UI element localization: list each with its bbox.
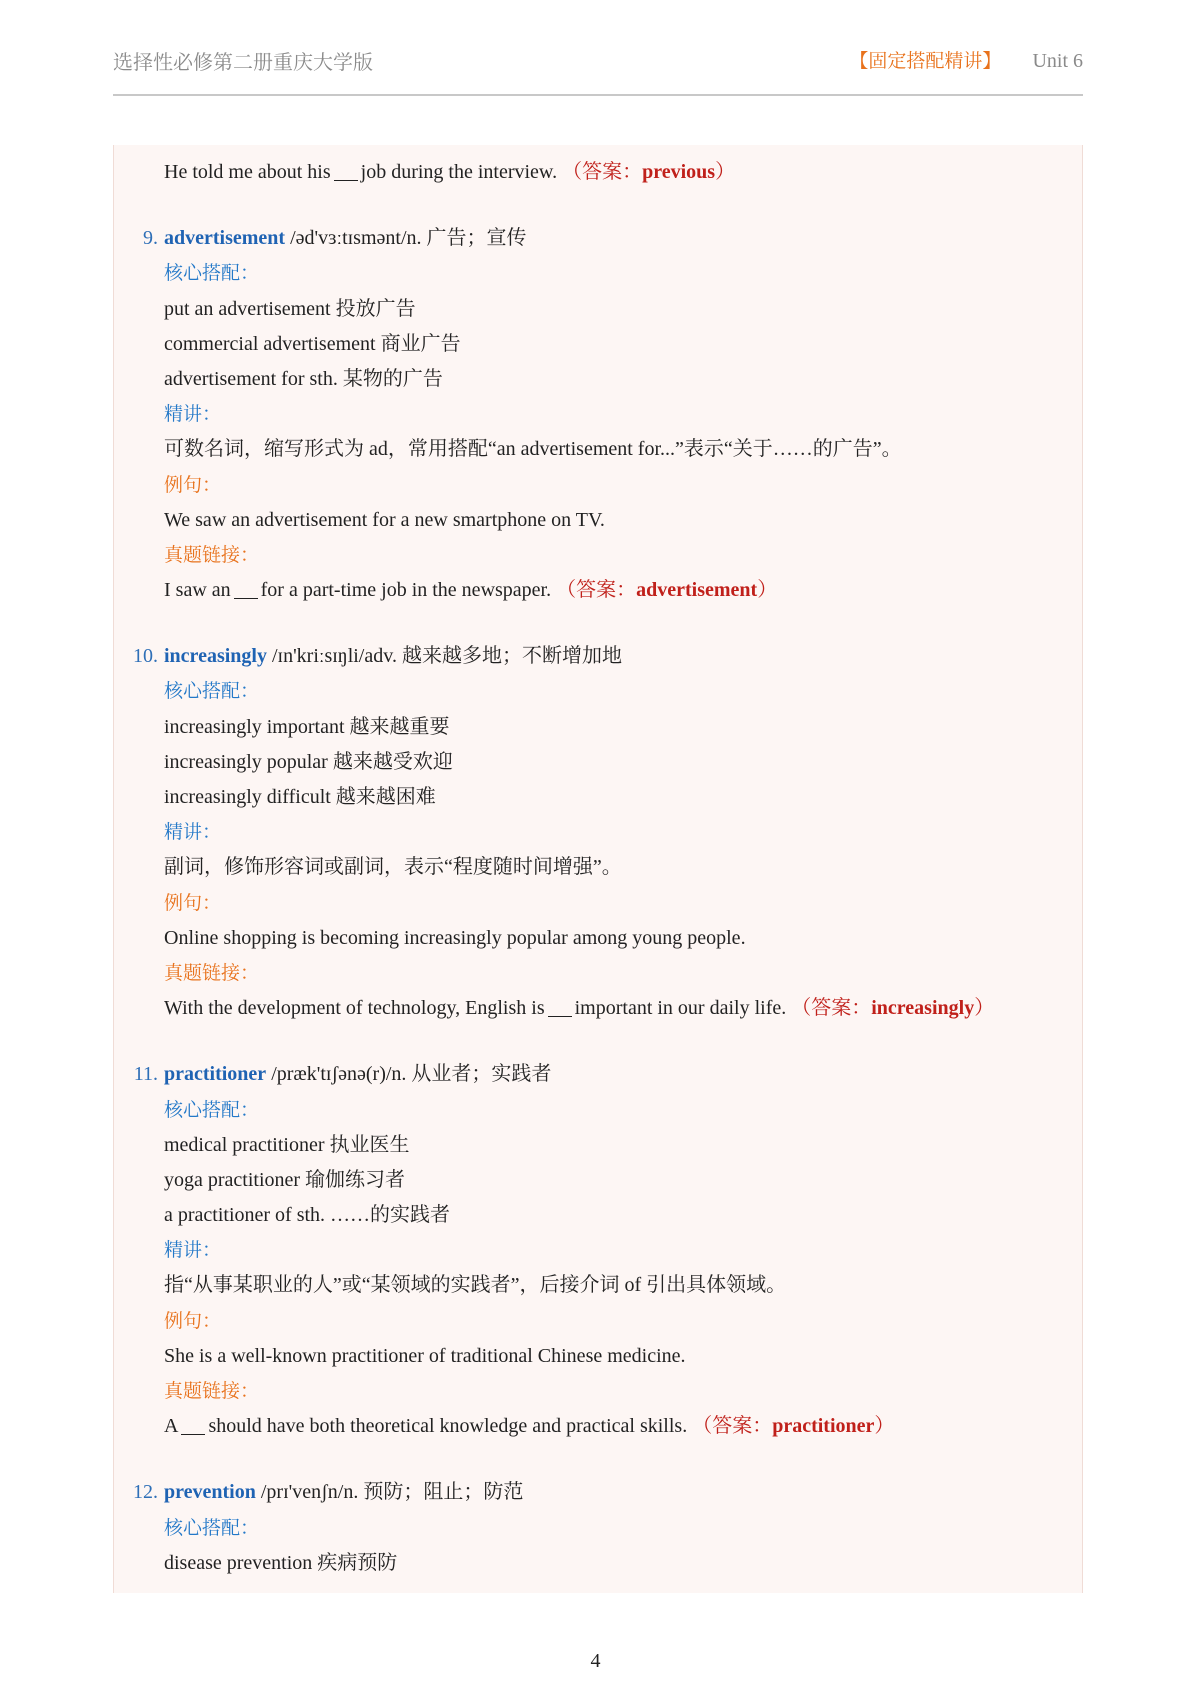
exam-question: I saw an for a part-time job in the newspaper. （答案：advertisement） — [164, 579, 778, 602]
explanation-label: 精讲： — [164, 821, 222, 844]
section-tag: 【固定搭配精讲】 — [849, 50, 1002, 72]
explanation-text: 可数名词，缩写形式为 ad，常用搭配“an advertisement for...”表示“关于……的广告”。 — [164, 438, 902, 461]
entry-heading — [114, 1475, 1082, 1510]
exam-link-label: 真题链接： — [164, 543, 260, 566]
collocation-item: a practitioner of sth. ……的实践者 — [164, 1204, 451, 1227]
exam-question: A should have both theoretical knowledge and practical skills. （答案：practitioner） — [164, 1415, 895, 1438]
collocation-label: 核心搭配： — [164, 1098, 260, 1121]
unit-label: Unit 6 — [1032, 50, 1083, 72]
phonetic-definition: /prɪ'venʃn/n. 预防；阻止；防范 — [255, 1481, 524, 1504]
entry-number: 9. — [143, 227, 158, 250]
explanation-text: 指“从事某职业的人”或“某领域的实践者”，后接介词 of 引出具体领域。 — [164, 1274, 787, 1297]
headword: practitioner — [164, 1063, 267, 1086]
answer: （答案：advertisement） — [556, 579, 778, 602]
phonetic-definition: /ɪn'kriːsɪŋli/adv. 越来越多地；不断增加地 — [266, 645, 622, 668]
entry-number: 10. — [133, 645, 158, 668]
exam-question: With the development of technology, English is important in our daily life. （答案：increasingly） — [164, 997, 995, 1020]
collocation-item: medical practitioner 执业医生 — [164, 1133, 410, 1156]
explanation-text: 副词，修饰形容词或副词，表示“程度随时间增强”。 — [164, 856, 622, 879]
example-sentence: Online shopping is becoming increasingly popular among young people. — [164, 926, 746, 949]
answer: （答案：increasingly） — [791, 997, 995, 1020]
explanation-label: 精讲： — [164, 1239, 222, 1262]
example-label: 例句： — [164, 1309, 222, 1332]
collocation-label: 核心搭配： — [164, 1516, 260, 1539]
page-number: 4 — [590, 1650, 601, 1672]
header-divider — [113, 94, 1083, 96]
collocation-item: disease prevention 疾病预防 — [164, 1551, 398, 1574]
collocation-label: 核心搭配： — [164, 680, 260, 703]
headword: prevention — [164, 1481, 256, 1504]
phonetic-definition: /præk'tɪʃənə(r)/n. 从业者；实践者 — [266, 1063, 552, 1086]
content-panel — [113, 145, 1083, 1593]
answer-blank — [334, 160, 358, 181]
collocation-item: advertisement for sth. 某物的广告 — [164, 367, 443, 390]
explanation-label: 精讲： — [164, 403, 222, 426]
headword: advertisement — [164, 227, 286, 250]
collocation-item: increasingly difficult 越来越困难 — [164, 786, 436, 808]
answer: （答案：previous） — [562, 161, 736, 183]
collocation-item: yoga practitioner 瑜伽练习者 — [164, 1168, 406, 1191]
entry-heading — [114, 221, 1082, 256]
example-sentence: We saw an advertisement for a new smartphone on TV. — [164, 508, 605, 531]
content-body — [114, 155, 1082, 1581]
example-sentence: She is a well-known practitioner of traditional Chinese medicine. — [164, 1344, 686, 1367]
headword: increasingly — [164, 645, 267, 668]
book-title: 选择性必修第二册重庆大学版 — [113, 52, 373, 74]
top-exam-line: He told me about his job during the interview. （答案：previous） — [164, 161, 736, 183]
collocation-label: 核心搭配： — [164, 262, 260, 285]
header-right — [849, 46, 1083, 73]
answer-blank — [548, 996, 572, 1017]
collocation-item: commercial advertisement 商业广告 — [164, 332, 461, 355]
page-header — [113, 46, 1083, 80]
example-label: 例句： — [164, 891, 222, 914]
answer-blank — [234, 578, 258, 599]
answer: （答案：practitioner） — [692, 1415, 895, 1438]
example-label: 例句： — [164, 473, 222, 496]
collocation-item: increasingly important 越来越重要 — [164, 715, 450, 738]
entry-heading — [114, 1057, 1082, 1092]
collocation-item: increasingly popular 越来越受欢迎 — [164, 750, 453, 773]
answer-blank — [181, 1414, 205, 1435]
collocation-item: put an advertisement 投放广告 — [164, 297, 416, 320]
exam-link-label: 真题链接： — [164, 1380, 260, 1402]
entry-number: 11. — [133, 1063, 158, 1086]
exam-link-label: 真题链接： — [164, 961, 260, 984]
entry-heading — [114, 639, 1082, 674]
phonetic-definition: /əd'vɜːtɪsmənt/n. 广告；宣传 — [285, 227, 527, 250]
entry-number: 12. — [133, 1481, 158, 1504]
